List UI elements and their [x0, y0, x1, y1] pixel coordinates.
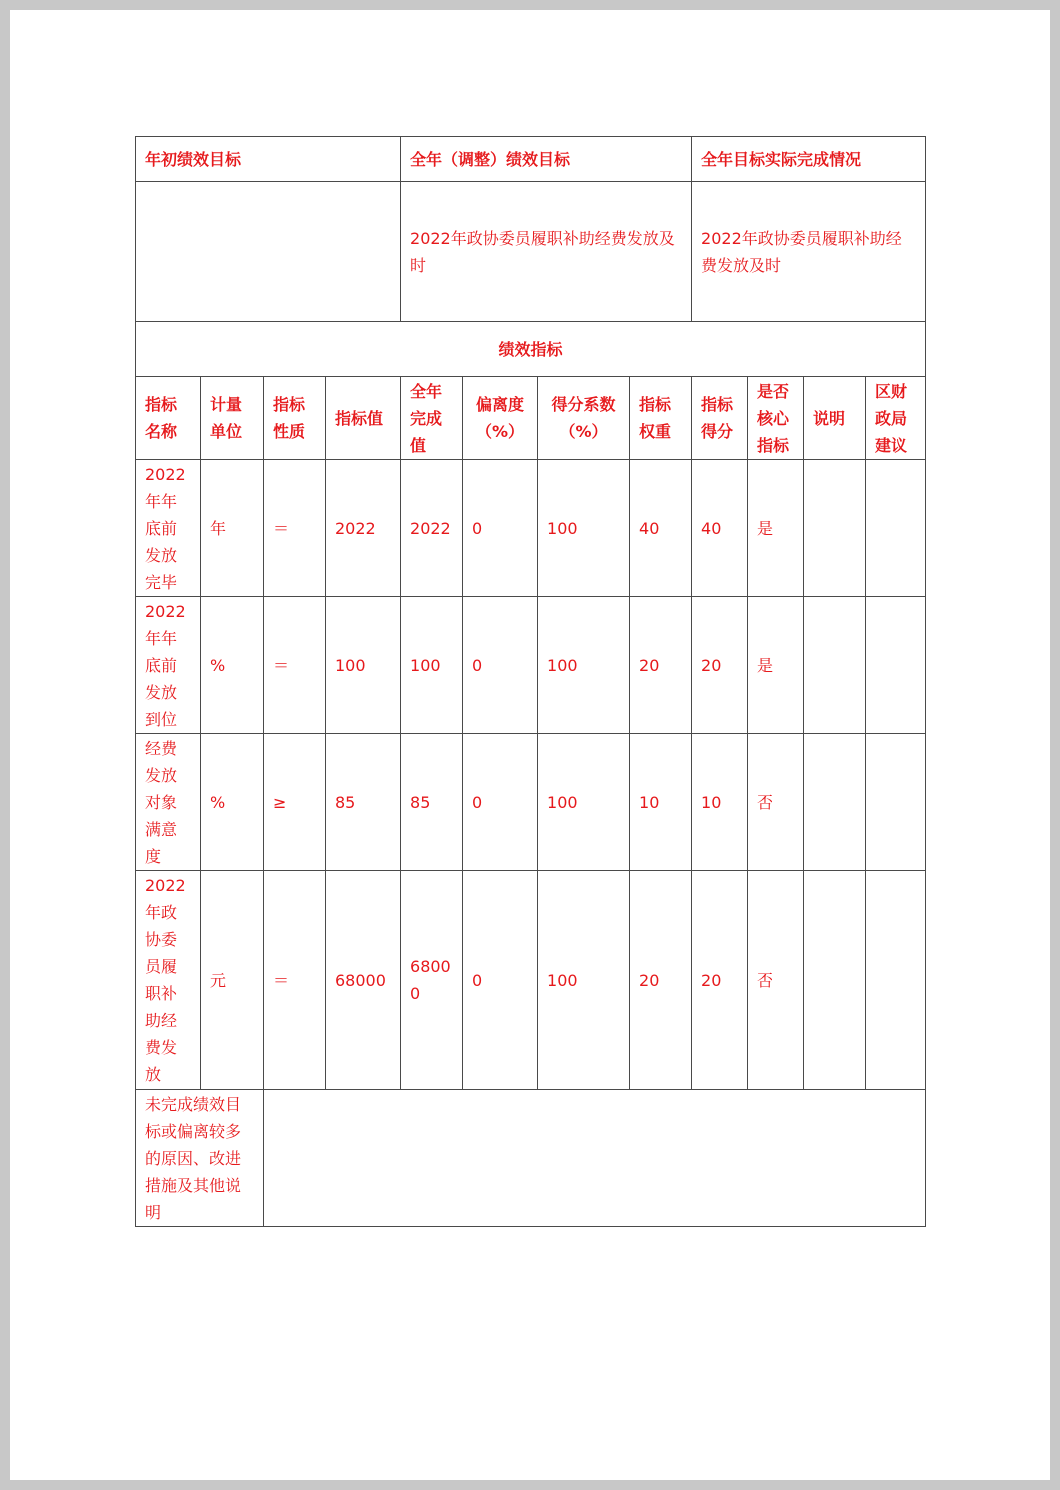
- performance-table: [135, 136, 926, 1227]
- indicators-section-title: 绩效指标: [136, 322, 926, 377]
- goals-content-row: [136, 182, 926, 322]
- indicator-target: 100: [326, 597, 401, 734]
- goal-adjusted-value: 2022年政协委员履职补助经费发放及时: [401, 182, 692, 322]
- indicator-note: [804, 734, 866, 871]
- indicator-completed: 2022: [401, 460, 463, 597]
- indicator-advice: [866, 871, 926, 1090]
- indicator-score: 40: [692, 460, 748, 597]
- indicators-header-row: [136, 377, 926, 460]
- indicator-deviation: 0: [463, 734, 538, 871]
- document-page: [10, 10, 1050, 1480]
- indicator-nature: ＝: [264, 597, 326, 734]
- indicator-advice: [866, 597, 926, 734]
- indicator-score: 10: [692, 734, 748, 871]
- remarks-row: [136, 1090, 926, 1227]
- indicator-core: 否: [748, 734, 804, 871]
- indicator-unit: %: [201, 734, 264, 871]
- header-advice: 区财政局建议: [866, 377, 926, 460]
- indicator-name: 经费发放对象满意度: [136, 734, 201, 871]
- indicator-deviation: 0: [463, 460, 538, 597]
- indicator-name: 2022年政协委员履职补助经费发放: [136, 871, 201, 1090]
- header-weight: 指标权重: [630, 377, 692, 460]
- indicators-title-row: [136, 322, 926, 377]
- indicator-nature: ＝: [264, 460, 326, 597]
- indicator-core: 是: [748, 597, 804, 734]
- indicator-note: [804, 460, 866, 597]
- indicator-score: 20: [692, 597, 748, 734]
- indicator-coefficient: 100: [538, 871, 630, 1090]
- indicator-target: 85: [326, 734, 401, 871]
- goal-header-adjusted: 全年（调整）绩效目标: [401, 137, 692, 182]
- remarks-label: 未完成绩效目标或偏离较多的原因、改进措施及其他说明: [136, 1090, 264, 1227]
- header-deviation: 偏离度（%）: [463, 377, 538, 460]
- indicator-note: [804, 597, 866, 734]
- indicator-coefficient: 100: [538, 460, 630, 597]
- indicator-weight: 20: [630, 597, 692, 734]
- header-note: 说明: [804, 377, 866, 460]
- indicator-unit: 元: [201, 871, 264, 1090]
- header-target: 指标值: [326, 377, 401, 460]
- indicator-nature: ＝: [264, 871, 326, 1090]
- indicator-completed: 100: [401, 597, 463, 734]
- indicator-advice: [866, 734, 926, 871]
- indicator-nature: ≥: [264, 734, 326, 871]
- indicator-unit: 年: [201, 460, 264, 597]
- indicator-score: 20: [692, 871, 748, 1090]
- goal-initial-value: [136, 182, 401, 322]
- indicator-completed: 85: [401, 734, 463, 871]
- indicator-advice: [866, 460, 926, 597]
- header-coefficient: 得分系数（%）: [538, 377, 630, 460]
- indicator-coefficient: 100: [538, 734, 630, 871]
- indicator-weight: 20: [630, 871, 692, 1090]
- indicator-completed: 68000: [401, 871, 463, 1090]
- header-core: 是否核心指标: [748, 377, 804, 460]
- indicator-core: 否: [748, 871, 804, 1090]
- indicator-target: 2022: [326, 460, 401, 597]
- goal-header-actual: 全年目标实际完成情况: [692, 137, 926, 182]
- header-unit: 计量单位: [201, 377, 264, 460]
- indicator-row: [136, 734, 926, 871]
- indicator-row: [136, 597, 926, 734]
- indicator-weight: 40: [630, 460, 692, 597]
- header-completed: 全年完成值: [401, 377, 463, 460]
- header-score: 指标得分: [692, 377, 748, 460]
- header-nature: 指标性质: [264, 377, 326, 460]
- indicator-target: 68000: [326, 871, 401, 1090]
- indicator-row: [136, 460, 926, 597]
- indicator-name: 2022年年底前发放到位: [136, 597, 201, 734]
- indicator-coefficient: 100: [538, 597, 630, 734]
- indicator-deviation: 0: [463, 597, 538, 734]
- indicator-deviation: 0: [463, 871, 538, 1090]
- header-indicator-name: 指标名称: [136, 377, 201, 460]
- indicator-note: [804, 871, 866, 1090]
- goals-header-row: [136, 137, 926, 182]
- indicator-core: 是: [748, 460, 804, 597]
- goal-actual-value: 2022年政协委员履职补助经费发放及时: [692, 182, 926, 322]
- remarks-value: [264, 1090, 926, 1227]
- indicator-weight: 10: [630, 734, 692, 871]
- goal-header-initial: 年初绩效目标: [136, 137, 401, 182]
- indicator-unit: %: [201, 597, 264, 734]
- indicator-row: [136, 871, 926, 1090]
- indicator-name: 2022年年底前发放完毕: [136, 460, 201, 597]
